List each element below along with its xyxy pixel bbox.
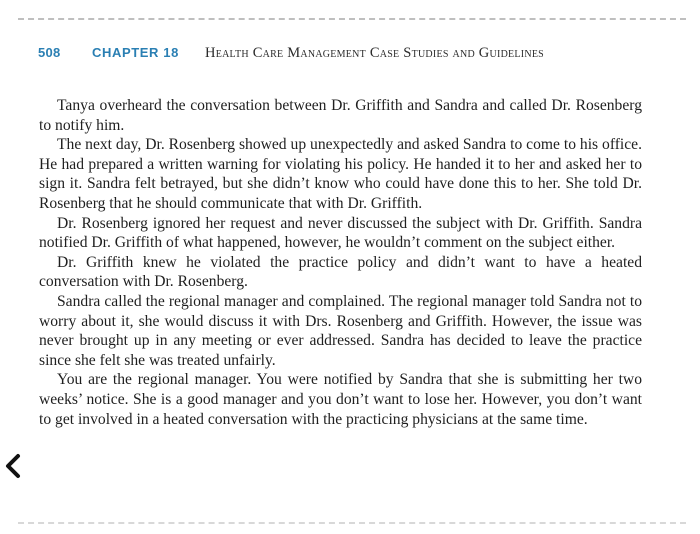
chevron-left-icon[interactable] (3, 453, 23, 479)
running-head (38, 42, 678, 66)
page-number: 508 (38, 45, 61, 60)
chapter-label: CHAPTER 18 (92, 45, 179, 60)
top-dashed-rule (18, 18, 686, 20)
paragraph: The next day, Dr. Rosenberg showed up unexpectedly and asked Sandra to come to his office. He had prepared a written warning for violating his policy. He handed it to her and asked her to sign it. Sandra felt betrayed, but she didn’t know who could have done this to her. She told Dr. Rosenberg that he should communicate that with Dr. Griffith. (39, 136, 642, 212)
body-text (39, 96, 642, 429)
paragraph: You are the regional manager. You were notified by Sandra that she is submitting her two weeks’ notice. She is a good manager and you don’t want to lose her. However, you don’t want to get involved in a heated conversation with the practicing physicians at the same time. (39, 371, 642, 428)
paragraph: Dr. Rosenberg ignored her request and never discussed the subject with Dr. Griffith. Sandra notified Dr. Griffith of what happened, however, he wouldn’t comment on the subject either. (39, 214, 642, 252)
book-title: Health Care Management Case Studies and Guidelines (205, 45, 544, 61)
paragraph: Sandra called the regional manager and complained. The regional manager told Sandra not to worry about it, she would discuss it with Drs. Rosenberg and Griffith. However, the issue was never brought up in any meeting or ever addressed. Sandra has decided to leave the practice since she felt she was treated unfairly. (39, 292, 642, 369)
bottom-dashed-rule (18, 522, 686, 524)
paragraph: Tanya overheard the conversation between Dr. Griffith and Sandra and called Dr. Rosenberg to notify him. (39, 97, 642, 134)
paragraph: Dr. Griffith knew he violated the practice policy and didn’t want to have a heated conversation with Dr. Rosenberg. (39, 253, 642, 291)
